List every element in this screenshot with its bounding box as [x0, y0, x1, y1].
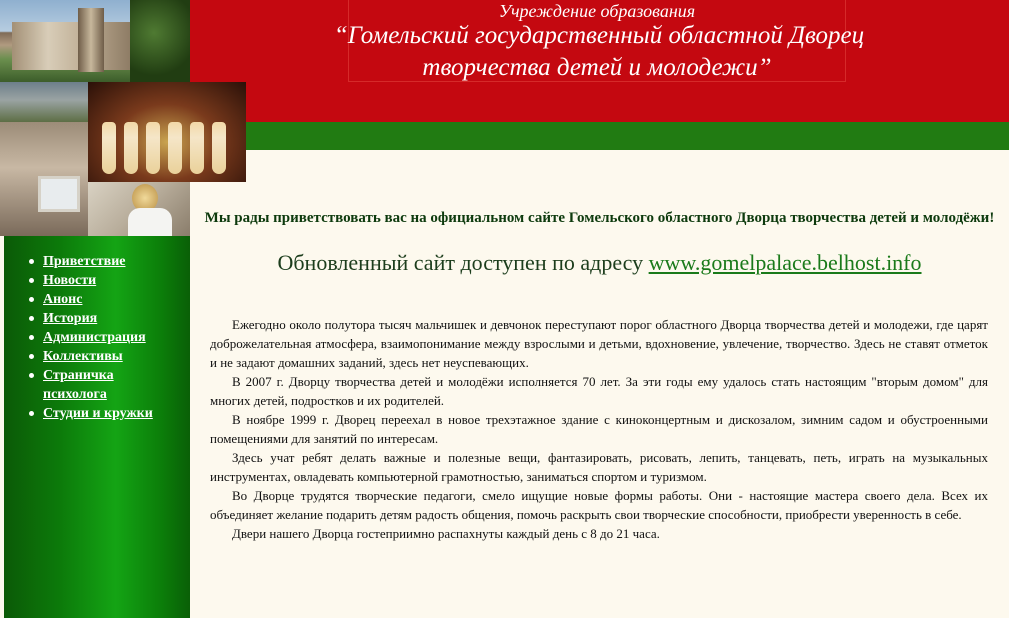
header-title-line-2: “Гомельский государственный областной Дворец — [333, 22, 865, 49]
bullet-icon — [29, 297, 34, 302]
bullet-icon — [29, 354, 34, 359]
main-content — [190, 150, 1009, 618]
header-title — [333, 0, 865, 82]
nav-link-studios[interactable]: Студии и кружки — [43, 406, 153, 421]
welcome-message: Мы рады приветствовать вас на официальном сайте Гомельского областного Дворца творчества детей и молодёжи! — [204, 210, 995, 226]
nav-link-administration[interactable]: Администрация — [43, 330, 146, 345]
nav-menu — [4, 236, 190, 423]
bullet-icon — [29, 259, 34, 264]
about-paragraph: В ноябре 1999 г. Дворец переехал в новое трехэтажное здание с киноконцертным и дискозалом, зимним садом и обустроенными помещениями для занятий по интересам. — [210, 412, 988, 446]
nav-link-announcements[interactable]: Анонс — [43, 292, 83, 307]
nav-item-greeting — [4, 252, 190, 271]
computer-class-photo — [0, 122, 88, 236]
new-site-notice — [190, 250, 1009, 276]
about-paragraph: В 2007 г. Дворцу творчества детей и молодёжи исполняется 70 лет. За эти годы ему удалось стать настоящим "вторым домом" для многих детей, подростков и их родителей. — [210, 374, 988, 408]
about-paragraph: Ежегодно около полутора тысяч мальчишек и девчонок переступают порог областного Дворца творчества детей и молодежи, где царят доброжелательная атмосфера, взаимопонимание между взрослыми и детьми, вдохновение, увлечение, творчество. Здесь не ставят отметок и не задают домашних заданий, здесь нет неуспевающих. — [210, 317, 988, 370]
header-title-line-3: творчества детей и молодежи” — [422, 54, 772, 81]
nav-link-news[interactable]: Новости — [43, 273, 97, 288]
about-paragraph: Во Дворце трудятся творческие педагоги, смело ищущие новые формы работы. Они - настоящие мастера своего дела. Всех их объединяет желание подарить детям радость общения, помочь раскрыть свои творческие способности, приобрести уверенность в себе. — [210, 488, 988, 522]
nav-link-collectives[interactable]: Коллективы — [43, 349, 123, 364]
bullet-icon — [29, 411, 34, 416]
trees — [130, 0, 190, 82]
dancer-figure — [168, 122, 182, 174]
dancer-figure — [146, 122, 160, 174]
header-title-line-1: Учреждение образования — [498, 1, 696, 21]
bullet-icon — [29, 373, 34, 378]
about-text — [210, 315, 988, 543]
nav-link-history[interactable]: История — [43, 311, 98, 326]
nav-link-psychologist[interactable]: Страничка психолога — [43, 368, 114, 402]
girl-shirt — [128, 208, 172, 236]
nav-item-collectives — [4, 347, 190, 366]
new-site-link[interactable]: www.gomelpalace.belhost.info — [648, 250, 922, 275]
nav-link-greeting[interactable]: Приветствие — [43, 254, 126, 269]
bullet-icon — [29, 335, 34, 340]
bullet-icon — [29, 316, 34, 321]
nav-item-studios — [4, 404, 190, 423]
building-tower — [78, 8, 104, 72]
building-photo — [0, 0, 190, 82]
plaza-photo — [0, 82, 88, 122]
about-paragraph: Двери нашего Дворца гостеприимно распахнуты каждый день с 8 до 21 часа. — [232, 526, 660, 541]
dancer-figure — [124, 122, 138, 174]
building-facade — [12, 22, 132, 70]
nav-item-history — [4, 309, 190, 328]
about-paragraph: Здесь учат ребят делать важные и полезные вещи, фантазировать, рисовать, лепить, танцевать, петь, играть на музыкальных инструментах, овладевать компьютерной грамотностью, заниматься спортом и туризмом. — [210, 450, 988, 484]
nav-item-announcements — [4, 290, 190, 309]
new-site-text: Обновленный сайт доступен по адресу — [277, 250, 649, 275]
sidebar — [4, 236, 190, 618]
dancer-figure — [102, 122, 116, 174]
girl-at-computer-photo — [88, 182, 190, 236]
nav-item-administration — [4, 328, 190, 347]
monitor — [38, 176, 80, 212]
nav-item-news — [4, 271, 190, 290]
bullet-icon — [29, 278, 34, 283]
nav-item-psychologist — [4, 366, 190, 404]
